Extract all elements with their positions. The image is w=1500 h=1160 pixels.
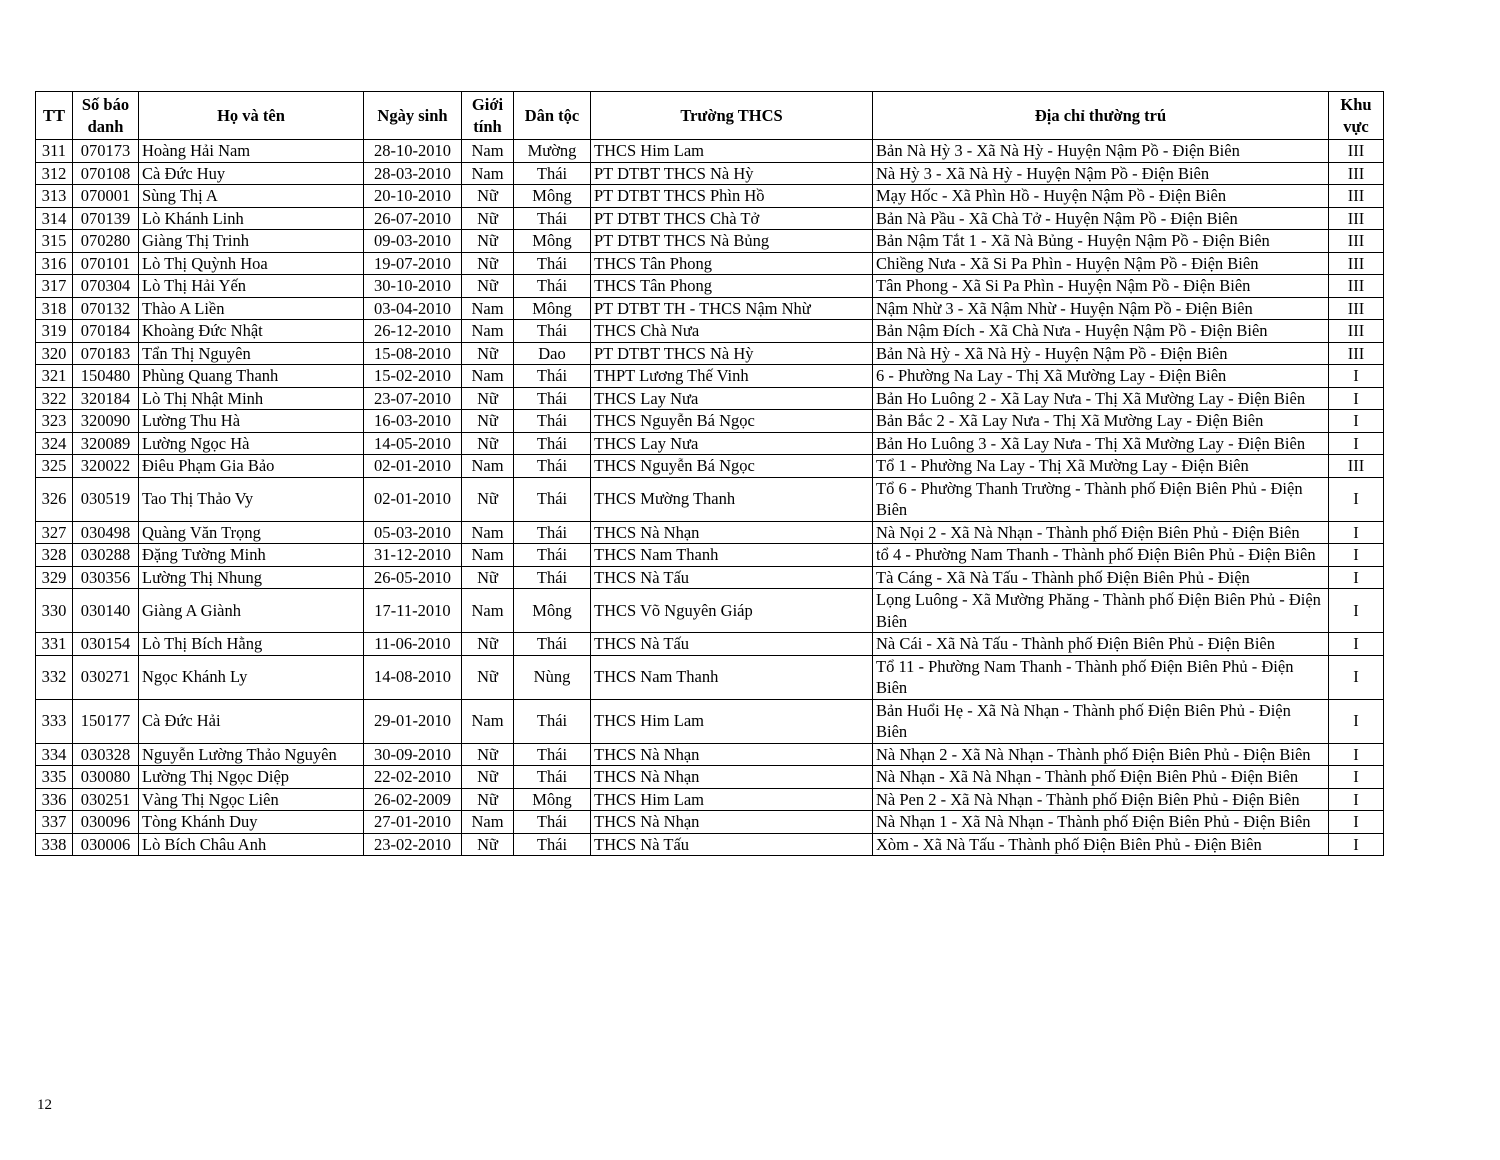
table-row <box>36 566 1384 589</box>
cell-tt: 336 <box>36 788 73 811</box>
cell-tt: 328 <box>36 544 73 567</box>
cell-tt: 327 <box>36 521 73 544</box>
cell-region: I <box>1329 544 1384 567</box>
table-row <box>36 833 1384 856</box>
cell-name: Hoàng Hải Nam <box>139 140 364 163</box>
cell-gender: Nữ <box>462 207 514 230</box>
cell-region: III <box>1329 455 1384 478</box>
cell-sbd: 070184 <box>73 320 139 343</box>
cell-region: I <box>1329 521 1384 544</box>
cell-ethnic: Thái <box>514 387 591 410</box>
cell-region: I <box>1329 743 1384 766</box>
cell-name: Thào A Liền <box>139 297 364 320</box>
cell-sbd: 030288 <box>73 544 139 567</box>
cell-school: PT DTBT TH - THCS Nậm Nhừ <box>591 297 873 320</box>
cell-sbd: 320090 <box>73 410 139 433</box>
cell-gender: Nữ <box>462 185 514 208</box>
cell-dob: 02-01-2010 <box>364 477 462 521</box>
header-dob: Ngày sinh <box>364 92 462 140</box>
table-row <box>36 633 1384 656</box>
cell-name: Lường Ngọc Hà <box>139 432 364 455</box>
cell-name: Lường Thị Ngọc Diệp <box>139 766 364 789</box>
cell-dob: 31-12-2010 <box>364 544 462 567</box>
cell-ethnic: Thái <box>514 699 591 743</box>
cell-school: THCS Nà Nhạn <box>591 811 873 834</box>
table-row <box>36 743 1384 766</box>
cell-tt: 313 <box>36 185 73 208</box>
cell-school: THCS Him Lam <box>591 788 873 811</box>
cell-sbd: 030006 <box>73 833 139 856</box>
cell-name: Lường Thị Nhung <box>139 566 364 589</box>
cell-ethnic: Dao <box>514 342 591 365</box>
cell-dob: 20-10-2010 <box>364 185 462 208</box>
cell-school: THCS Nguyễn Bá Ngọc <box>591 455 873 478</box>
cell-region: III <box>1329 162 1384 185</box>
cell-region: III <box>1329 140 1384 163</box>
table-row <box>36 788 1384 811</box>
cell-tt: 338 <box>36 833 73 856</box>
cell-ethnic: Thái <box>514 207 591 230</box>
cell-school: THCS Nam Thanh <box>591 544 873 567</box>
header-ethnic: Dân tộc <box>514 92 591 140</box>
cell-gender: Nam <box>462 320 514 343</box>
cell-address: Bản Bắc 2 - Xã Lay Nưa - Thị Xã Mường Lay - Điện Biên <box>873 410 1329 433</box>
cell-address: Nà Nhạn 1 - Xã Nà Nhạn - Thành phố Điện Biên Phủ - Điện Biên <box>873 811 1329 834</box>
cell-address: Nậm Nhừ 3 - Xã Nậm Nhừ - Huyện Nậm Pồ - Điện Biên <box>873 297 1329 320</box>
cell-tt: 317 <box>36 275 73 298</box>
cell-address: Bản Nà Hỳ - Xã Nà Hỳ - Huyện Nậm Pồ - Điện Biên <box>873 342 1329 365</box>
cell-ethnic: Thái <box>514 811 591 834</box>
cell-dob: 15-08-2010 <box>364 342 462 365</box>
table-row <box>36 185 1384 208</box>
cell-tt: 330 <box>36 589 73 633</box>
cell-gender: Nữ <box>462 766 514 789</box>
cell-region: I <box>1329 387 1384 410</box>
cell-address: Bản Ho Luông 3 - Xã Lay Nưa - Thị Xã Mường Lay - Điện Biên <box>873 432 1329 455</box>
header-sbd: Số báo danh <box>73 92 139 140</box>
cell-address: Bản Ho Luông 2 - Xã Lay Nưa - Thị Xã Mường Lay - Điện Biên <box>873 387 1329 410</box>
cell-tt: 324 <box>36 432 73 455</box>
cell-address: Nà Nhạn 2 - Xã Nà Nhạn - Thành phố Điện Biên Phủ - Điện Biên <box>873 743 1329 766</box>
table-row <box>36 655 1384 699</box>
cell-name: Lò Thị Nhật Minh <box>139 387 364 410</box>
cell-region: I <box>1329 365 1384 388</box>
cell-address: Tân Phong - Xã Si Pa Phìn - Huyện Nậm Pồ - Điện Biên <box>873 275 1329 298</box>
cell-region: III <box>1329 185 1384 208</box>
cell-region: III <box>1329 207 1384 230</box>
cell-gender: Nam <box>462 544 514 567</box>
cell-sbd: 030140 <box>73 589 139 633</box>
cell-ethnic: Nùng <box>514 655 591 699</box>
cell-region: I <box>1329 410 1384 433</box>
cell-region: I <box>1329 766 1384 789</box>
cell-school: THCS Nguyễn Bá Ngọc <box>591 410 873 433</box>
table-row <box>36 455 1384 478</box>
cell-gender: Nam <box>462 455 514 478</box>
student-table <box>35 91 1384 856</box>
cell-tt: 322 <box>36 387 73 410</box>
cell-gender: Nữ <box>462 788 514 811</box>
cell-name: Lò Khánh Linh <box>139 207 364 230</box>
cell-school: THCS Tân Phong <box>591 275 873 298</box>
cell-address: Lọng Luông - Xã Mường Phăng - Thành phố Điện Biên Phủ - Điện Biên <box>873 589 1329 633</box>
cell-dob: 17-11-2010 <box>364 589 462 633</box>
cell-school: THCS Lay Nưa <box>591 432 873 455</box>
cell-name: Lò Thị Hải Yến <box>139 275 364 298</box>
cell-address: Chiềng Nưa - Xã Si Pa Phìn - Huyện Nậm Pồ - Điện Biên <box>873 252 1329 275</box>
cell-gender: Nữ <box>462 410 514 433</box>
cell-tt: 329 <box>36 566 73 589</box>
table-row <box>36 342 1384 365</box>
cell-gender: Nữ <box>462 833 514 856</box>
cell-region: I <box>1329 477 1384 521</box>
cell-ethnic: Thái <box>514 410 591 433</box>
cell-sbd: 030271 <box>73 655 139 699</box>
cell-name: Cà Đức Huy <box>139 162 364 185</box>
cell-ethnic: Thái <box>514 633 591 656</box>
cell-gender: Nam <box>462 365 514 388</box>
cell-tt: 333 <box>36 699 73 743</box>
cell-school: PT DTBT THCS Nà Bủng <box>591 230 873 253</box>
table-row <box>36 365 1384 388</box>
cell-school: PT DTBT THCS Nà Hỳ <box>591 162 873 185</box>
cell-dob: 03-04-2010 <box>364 297 462 320</box>
cell-sbd: 070304 <box>73 275 139 298</box>
cell-gender: Nữ <box>462 252 514 275</box>
cell-gender: Nữ <box>462 342 514 365</box>
cell-gender: Nữ <box>462 743 514 766</box>
header-region: Khu vực <box>1329 92 1384 140</box>
cell-tt: 325 <box>36 455 73 478</box>
cell-dob: 26-05-2010 <box>364 566 462 589</box>
cell-ethnic: Thái <box>514 162 591 185</box>
cell-dob: 28-03-2010 <box>364 162 462 185</box>
cell-school: THCS Him Lam <box>591 140 873 163</box>
cell-name: Ngọc Khánh Ly <box>139 655 364 699</box>
cell-ethnic: Thái <box>514 766 591 789</box>
cell-school: THCS Nà Tấu <box>591 633 873 656</box>
cell-tt: 332 <box>36 655 73 699</box>
cell-address: Tà Cáng - Xã Nà Tấu - Thành phố Điện Biên Phủ - Điện <box>873 566 1329 589</box>
cell-name: Sùng Thị A <box>139 185 364 208</box>
cell-ethnic: Mông <box>514 589 591 633</box>
page-number: 12 <box>37 1097 52 1113</box>
cell-gender: Nữ <box>462 432 514 455</box>
cell-sbd: 320089 <box>73 432 139 455</box>
cell-address: tổ 4 - Phường Nam Thanh - Thành phố Điện Biên Phủ - Điện Biên <box>873 544 1329 567</box>
cell-ethnic: Thái <box>514 432 591 455</box>
cell-name: Phùng Quang Thanh <box>139 365 364 388</box>
cell-sbd: 070139 <box>73 207 139 230</box>
cell-dob: 05-03-2010 <box>364 521 462 544</box>
table-row <box>36 320 1384 343</box>
cell-tt: 312 <box>36 162 73 185</box>
cell-name: Cà Đức Hải <box>139 699 364 743</box>
cell-address: Tổ 1 - Phường Na Lay - Thị Xã Mường Lay - Điện Biên <box>873 455 1329 478</box>
cell-gender: Nam <box>462 589 514 633</box>
table-row <box>36 297 1384 320</box>
cell-ethnic: Mường <box>514 140 591 163</box>
cell-gender: Nữ <box>462 387 514 410</box>
cell-school: THCS Mường Thanh <box>591 477 873 521</box>
cell-ethnic: Mông <box>514 185 591 208</box>
table-row <box>36 207 1384 230</box>
cell-school: PT DTBT THCS Phìn Hồ <box>591 185 873 208</box>
cell-sbd: 070280 <box>73 230 139 253</box>
cell-name: Tẩn Thị Nguyên <box>139 342 364 365</box>
cell-dob: 14-05-2010 <box>364 432 462 455</box>
cell-name: Tao Thị Thảo Vy <box>139 477 364 521</box>
cell-school: THCS Nà Tấu <box>591 566 873 589</box>
cell-region: I <box>1329 633 1384 656</box>
cell-sbd: 030154 <box>73 633 139 656</box>
cell-sbd: 070108 <box>73 162 139 185</box>
cell-school: THCS Tân Phong <box>591 252 873 275</box>
cell-region: I <box>1329 655 1384 699</box>
cell-sbd: 030356 <box>73 566 139 589</box>
cell-dob: 14-08-2010 <box>364 655 462 699</box>
cell-dob: 30-09-2010 <box>364 743 462 766</box>
cell-region: III <box>1329 252 1384 275</box>
cell-dob: 23-07-2010 <box>364 387 462 410</box>
cell-school: THCS Nà Nhạn <box>591 743 873 766</box>
cell-tt: 314 <box>36 207 73 230</box>
cell-address: Bản Nà Hỳ 3 - Xã Nà Hỳ - Huyện Nậm Pồ - Điện Biên <box>873 140 1329 163</box>
cell-tt: 334 <box>36 743 73 766</box>
cell-sbd: 030080 <box>73 766 139 789</box>
cell-region: I <box>1329 566 1384 589</box>
cell-sbd: 150177 <box>73 699 139 743</box>
cell-address: Tổ 6 - Phường Thanh Trường - Thành phố Điện Biên Phủ - Điện Biên <box>873 477 1329 521</box>
cell-sbd: 150480 <box>73 365 139 388</box>
cell-ethnic: Thái <box>514 521 591 544</box>
cell-dob: 11-06-2010 <box>364 633 462 656</box>
cell-region: I <box>1329 788 1384 811</box>
cell-ethnic: Thái <box>514 365 591 388</box>
cell-region: III <box>1329 342 1384 365</box>
table-row <box>36 140 1384 163</box>
cell-address: Nà Cái - Xã Nà Tấu - Thành phố Điện Biên Phủ - Điện Biên <box>873 633 1329 656</box>
cell-ethnic: Thái <box>514 455 591 478</box>
cell-address: Mạy Hốc - Xã Phìn Hồ - Huyện Nậm Pồ - Điện Biên <box>873 185 1329 208</box>
cell-region: III <box>1329 297 1384 320</box>
cell-region: III <box>1329 230 1384 253</box>
cell-ethnic: Mông <box>514 297 591 320</box>
cell-gender: Nam <box>462 699 514 743</box>
cell-ethnic: Thái <box>514 833 591 856</box>
table-row <box>36 230 1384 253</box>
cell-ethnic: Mông <box>514 788 591 811</box>
table-row <box>36 589 1384 633</box>
table-row <box>36 275 1384 298</box>
cell-ethnic: Thái <box>514 477 591 521</box>
cell-sbd: 070101 <box>73 252 139 275</box>
cell-region: I <box>1329 432 1384 455</box>
cell-sbd: 070132 <box>73 297 139 320</box>
cell-dob: 22-02-2010 <box>364 766 462 789</box>
cell-school: PT DTBT THCS Chà Tở <box>591 207 873 230</box>
cell-gender: Nam <box>462 521 514 544</box>
cell-school: THCS Nà Nhạn <box>591 766 873 789</box>
cell-address: 6 - Phường Na Lay - Thị Xã Mường Lay - Điện Biên <box>873 365 1329 388</box>
cell-name: Khoàng Đức Nhật <box>139 320 364 343</box>
cell-tt: 315 <box>36 230 73 253</box>
cell-region: I <box>1329 589 1384 633</box>
cell-name: Quàng Văn Trọng <box>139 521 364 544</box>
cell-region: III <box>1329 275 1384 298</box>
cell-school: THCS Nam Thanh <box>591 655 873 699</box>
cell-address: Nà Nọi 2 - Xã Nà Nhạn - Thành phố Điện Biên Phủ - Điện Biên <box>873 521 1329 544</box>
cell-name: Giàng Thị Trinh <box>139 230 364 253</box>
cell-ethnic: Thái <box>514 566 591 589</box>
cell-name: Nguyễn Lường Thảo Nguyên <box>139 743 364 766</box>
cell-sbd: 070183 <box>73 342 139 365</box>
cell-sbd: 070173 <box>73 140 139 163</box>
cell-name: Giàng A Giành <box>139 589 364 633</box>
table-row <box>36 811 1384 834</box>
cell-dob: 15-02-2010 <box>364 365 462 388</box>
cell-gender: Nữ <box>462 566 514 589</box>
cell-sbd: 030251 <box>73 788 139 811</box>
cell-school: THCS Him Lam <box>591 699 873 743</box>
table-row <box>36 477 1384 521</box>
cell-address: Bản Huổi Hẹ - Xã Nà Nhạn - Thành phố Điện Biên Phủ - Điện Biên <box>873 699 1329 743</box>
cell-tt: 318 <box>36 297 73 320</box>
cell-dob: 16-03-2010 <box>364 410 462 433</box>
cell-sbd: 030096 <box>73 811 139 834</box>
table-body <box>36 140 1384 856</box>
cell-region: I <box>1329 833 1384 856</box>
cell-tt: 337 <box>36 811 73 834</box>
cell-school: THCS Lay Nưa <box>591 387 873 410</box>
cell-address: Bản Nà Pầu - Xã Chà Tở - Huyện Nậm Pồ - Điện Biên <box>873 207 1329 230</box>
cell-ethnic: Thái <box>514 320 591 343</box>
cell-region: I <box>1329 811 1384 834</box>
cell-dob: 27-01-2010 <box>364 811 462 834</box>
cell-dob: 26-02-2009 <box>364 788 462 811</box>
cell-gender: Nữ <box>462 477 514 521</box>
cell-sbd: 030519 <box>73 477 139 521</box>
header-address: Địa chỉ thường trú <box>873 92 1329 140</box>
cell-gender: Nam <box>462 140 514 163</box>
cell-tt: 326 <box>36 477 73 521</box>
cell-sbd: 070001 <box>73 185 139 208</box>
cell-ethnic: Thái <box>514 544 591 567</box>
cell-address: Tổ 11 - Phường Nam Thanh - Thành phố Điện Biên Phủ - Điện Biên <box>873 655 1329 699</box>
cell-tt: 321 <box>36 365 73 388</box>
cell-ethnic: Thái <box>514 252 591 275</box>
header-name: Họ và tên <box>139 92 364 140</box>
cell-sbd: 320184 <box>73 387 139 410</box>
cell-address: Bản Nậm Đích - Xã Chà Nưa - Huyện Nậm Pồ - Điện Biên <box>873 320 1329 343</box>
cell-name: Lò Thị Bích Hằng <box>139 633 364 656</box>
cell-sbd: 320022 <box>73 455 139 478</box>
cell-tt: 316 <box>36 252 73 275</box>
cell-dob: 19-07-2010 <box>364 252 462 275</box>
header-gender: Giới tính <box>462 92 514 140</box>
cell-region: III <box>1329 320 1384 343</box>
cell-name: Lò Bích Châu Anh <box>139 833 364 856</box>
cell-gender: Nam <box>462 811 514 834</box>
cell-gender: Nữ <box>462 655 514 699</box>
cell-gender: Nữ <box>462 230 514 253</box>
table-row <box>36 521 1384 544</box>
table-row <box>36 162 1384 185</box>
cell-sbd: 030328 <box>73 743 139 766</box>
cell-dob: 30-10-2010 <box>364 275 462 298</box>
cell-address: Nà Pen 2 - Xã Nà Nhạn - Thành phố Điện Biên Phủ - Điện Biên <box>873 788 1329 811</box>
cell-tt: 323 <box>36 410 73 433</box>
cell-dob: 26-12-2010 <box>364 320 462 343</box>
cell-tt: 311 <box>36 140 73 163</box>
cell-school: THPT Lương Thế Vinh <box>591 365 873 388</box>
cell-gender: Nữ <box>462 633 514 656</box>
cell-ethnic: Mông <box>514 230 591 253</box>
header-school: Trường THCS <box>591 92 873 140</box>
cell-name: Vàng Thị Ngọc Liên <box>139 788 364 811</box>
cell-region: I <box>1329 699 1384 743</box>
cell-address: Nà Nhạn - Xã Nà Nhạn - Thành phố Điện Biên Phủ - Điện Biên <box>873 766 1329 789</box>
cell-dob: 23-02-2010 <box>364 833 462 856</box>
cell-name: Điêu Phạm Gia Bảo <box>139 455 364 478</box>
cell-tt: 335 <box>36 766 73 789</box>
table-row <box>36 766 1384 789</box>
cell-name: Tòng Khánh Duy <box>139 811 364 834</box>
cell-gender: Nữ <box>462 275 514 298</box>
cell-tt: 319 <box>36 320 73 343</box>
cell-tt: 320 <box>36 342 73 365</box>
cell-sbd: 030498 <box>73 521 139 544</box>
table-row <box>36 544 1384 567</box>
cell-school: THCS Nà Nhạn <box>591 521 873 544</box>
cell-ethnic: Thái <box>514 275 591 298</box>
table-row <box>36 410 1384 433</box>
table-row <box>36 387 1384 410</box>
cell-address: Bản Nậm Tắt 1 - Xã Nà Bủng - Huyện Nậm Pồ - Điện Biên <box>873 230 1329 253</box>
cell-dob: 26-07-2010 <box>364 207 462 230</box>
cell-dob: 29-01-2010 <box>364 699 462 743</box>
table-row <box>36 699 1384 743</box>
cell-school: THCS Võ Nguyên Giáp <box>591 589 873 633</box>
table-row <box>36 252 1384 275</box>
cell-address: Xòm - Xã Nà Tấu - Thành phố Điện Biên Phủ - Điện Biên <box>873 833 1329 856</box>
cell-dob: 28-10-2010 <box>364 140 462 163</box>
cell-ethnic: Thái <box>514 743 591 766</box>
cell-name: Lò Thị Quỳnh Hoa <box>139 252 364 275</box>
cell-name: Lường Thu Hà <box>139 410 364 433</box>
cell-school: THCS Chà Nưa <box>591 320 873 343</box>
cell-address: Nà Hỳ 3 - Xã Nà Hỳ - Huyện Nậm Pồ - Điện Biên <box>873 162 1329 185</box>
cell-name: Đặng Tường Minh <box>139 544 364 567</box>
cell-dob: 02-01-2010 <box>364 455 462 478</box>
header-row <box>36 92 1384 140</box>
cell-tt: 331 <box>36 633 73 656</box>
cell-school: PT DTBT THCS Nà Hỳ <box>591 342 873 365</box>
header-tt: TT <box>36 92 73 140</box>
cell-dob: 09-03-2010 <box>364 230 462 253</box>
cell-gender: Nam <box>462 162 514 185</box>
table-row <box>36 432 1384 455</box>
cell-gender: Nam <box>462 297 514 320</box>
cell-school: THCS Nà Tấu <box>591 833 873 856</box>
